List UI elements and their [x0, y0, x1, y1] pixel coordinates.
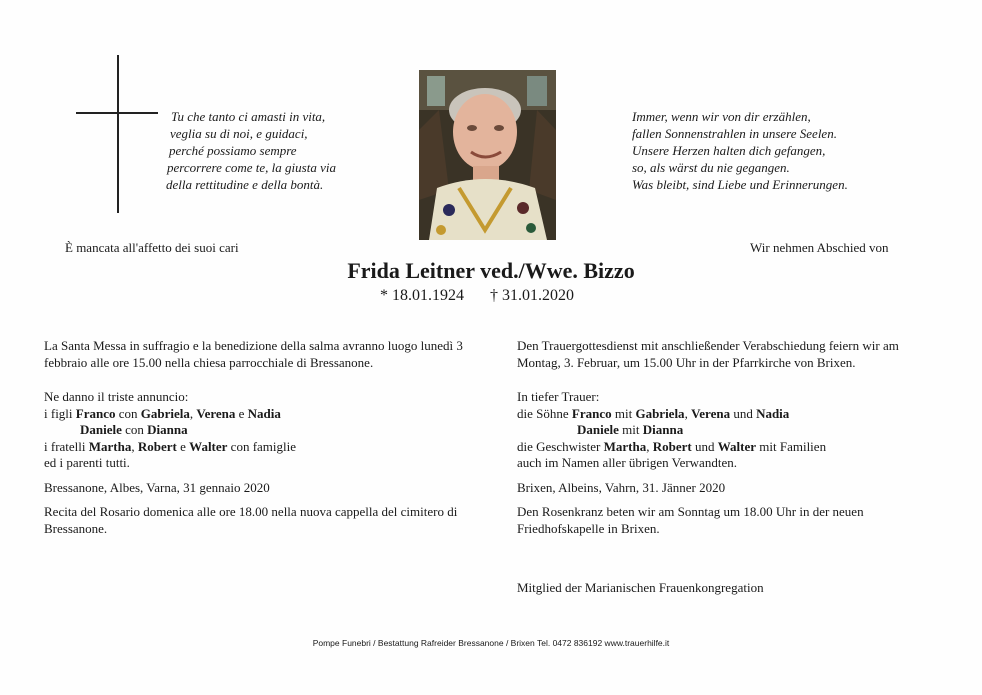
text: die Söhne: [517, 405, 572, 421]
children-line: [44, 406, 474, 423]
text: mit: [618, 422, 643, 437]
text: con: [121, 422, 148, 437]
italian-poem: [160, 108, 336, 193]
italian-intro-label: È mancata all'affetto dei suoi cari: [65, 240, 239, 255]
family-name: Franco: [75, 405, 116, 421]
poem-line: so, als wärst du nie gegangen.: [632, 160, 790, 175]
cross-icon-bar: [76, 112, 158, 114]
rosary-notice: Recita del Rosario domenica alle ore 18.00 nella nuova cappella del cimitero di Bressanone.: [44, 504, 458, 536]
poem-line: fallen Sonnenstrahlen in unsere Seelen.: [632, 126, 837, 141]
poem-line: Was bleibt, sind Liebe und Erinnerungen.: [632, 177, 848, 192]
rosary-notice: Den Rosenkranz beten wir am Sonntag um 18.00 Uhr in der neuen Friedhofskapelle in Brixen.: [517, 504, 864, 536]
announce-intro: Ne danno il triste annuncio:: [44, 389, 189, 404]
funeral-home-footer: Pompe Funebri / Bestattung Rafreider Bressanone / Brixen Tel. 0472 836192 www.trauerhilfe.it: [312, 638, 670, 648]
text: e: [235, 405, 248, 421]
birth-date: * 18.01.1924: [380, 287, 464, 304]
family-name: Martha: [603, 438, 647, 454]
text: con famiglie: [227, 438, 297, 454]
family-name: Daniele: [80, 422, 122, 437]
text: mit Familien: [756, 438, 827, 454]
poem-line: Unsere Herzen halten dich gefangen,: [632, 143, 826, 158]
german-column: [517, 338, 917, 537]
text: i fratelli: [44, 438, 89, 454]
text: i figli: [44, 405, 76, 421]
family-name: Robert: [137, 438, 177, 454]
text: und: [730, 405, 757, 421]
place-date: Brixen, Albeins, Vahrn, 31. Jänner 2020: [517, 479, 726, 495]
poem-line: della rettitudine e della bontà.: [166, 177, 324, 192]
text: und: [691, 438, 718, 454]
service-notice: Den Trauergottesdienst mit anschließender Verabschiedung feiern wir am Montag, 3. Februar, um 15.00 Uhr in der Pfarrkirche von Brixen.: [517, 338, 899, 370]
family-name: Martha: [88, 438, 132, 454]
text: ,: [189, 405, 197, 421]
family-name: Robert: [652, 438, 692, 454]
deceased-name: Frida Leitner ved./Wwe. Bizzo: [347, 258, 635, 283]
family-name: Gabriela: [140, 405, 190, 421]
poem-line: percorrere come te, la giusta via: [167, 160, 336, 175]
text: con: [115, 405, 141, 421]
sons-line: [517, 406, 917, 423]
family-name: Nadia: [247, 405, 281, 421]
life-dates: [380, 287, 574, 305]
text: die Geschwister: [517, 438, 604, 454]
family-name: Dianna: [147, 422, 188, 437]
german-intro-label: Wir nehmen Abschied von: [750, 240, 889, 255]
children-line-2: [44, 422, 474, 439]
family-name: Verena: [691, 405, 731, 421]
membership-note: Mitglied der Marianischen Frauenkongregation: [517, 580, 764, 595]
family-name: Nadia: [756, 405, 790, 421]
family-name: Walter: [189, 438, 228, 454]
relatives-line: ed i parenti tutti.: [44, 455, 130, 470]
place-date: Bressanone, Albes, Varna, 31 gennaio 2020: [44, 479, 270, 495]
family-name: Dianna: [642, 422, 684, 437]
cross-icon: [117, 55, 119, 213]
portrait-photo: [419, 70, 556, 240]
poem-line: veglia su di noi, e guidaci,: [170, 126, 308, 141]
family-name: Verena: [196, 405, 236, 421]
poem-line: perché possiamo sempre: [169, 143, 297, 158]
german-poem: [632, 108, 848, 193]
death-date: † 31.01.2020: [490, 287, 574, 304]
family-name: Daniele: [577, 422, 619, 437]
text: ,: [131, 438, 138, 454]
italian-column: [44, 338, 474, 537]
text: ,: [646, 438, 653, 454]
text: mit: [611, 405, 636, 421]
poem-line: Immer, wenn wir von dir erzählen,: [632, 109, 811, 124]
siblings-line: [517, 439, 917, 456]
sons-line-2: [517, 422, 917, 439]
mass-notice: La Santa Messa in suffragio e la benedizione della salma avranno luogo lunedì 3 febbraio alle ore 15.00 nella chiesa parrocchiale di Bressanone.: [44, 338, 463, 370]
text: ,: [684, 405, 692, 421]
family-name: Franco: [571, 405, 612, 421]
family-name: Walter: [717, 438, 757, 454]
poem-line: Tu che tanto ci amasti in vita,: [171, 109, 326, 124]
grief-intro: In tiefer Trauer:: [517, 389, 600, 404]
family-name: Gabriela: [635, 405, 685, 421]
text: e: [176, 438, 190, 454]
siblings-line: [44, 439, 474, 456]
relatives-line: auch im Namen aller übrigen Verwandten.: [517, 455, 737, 470]
